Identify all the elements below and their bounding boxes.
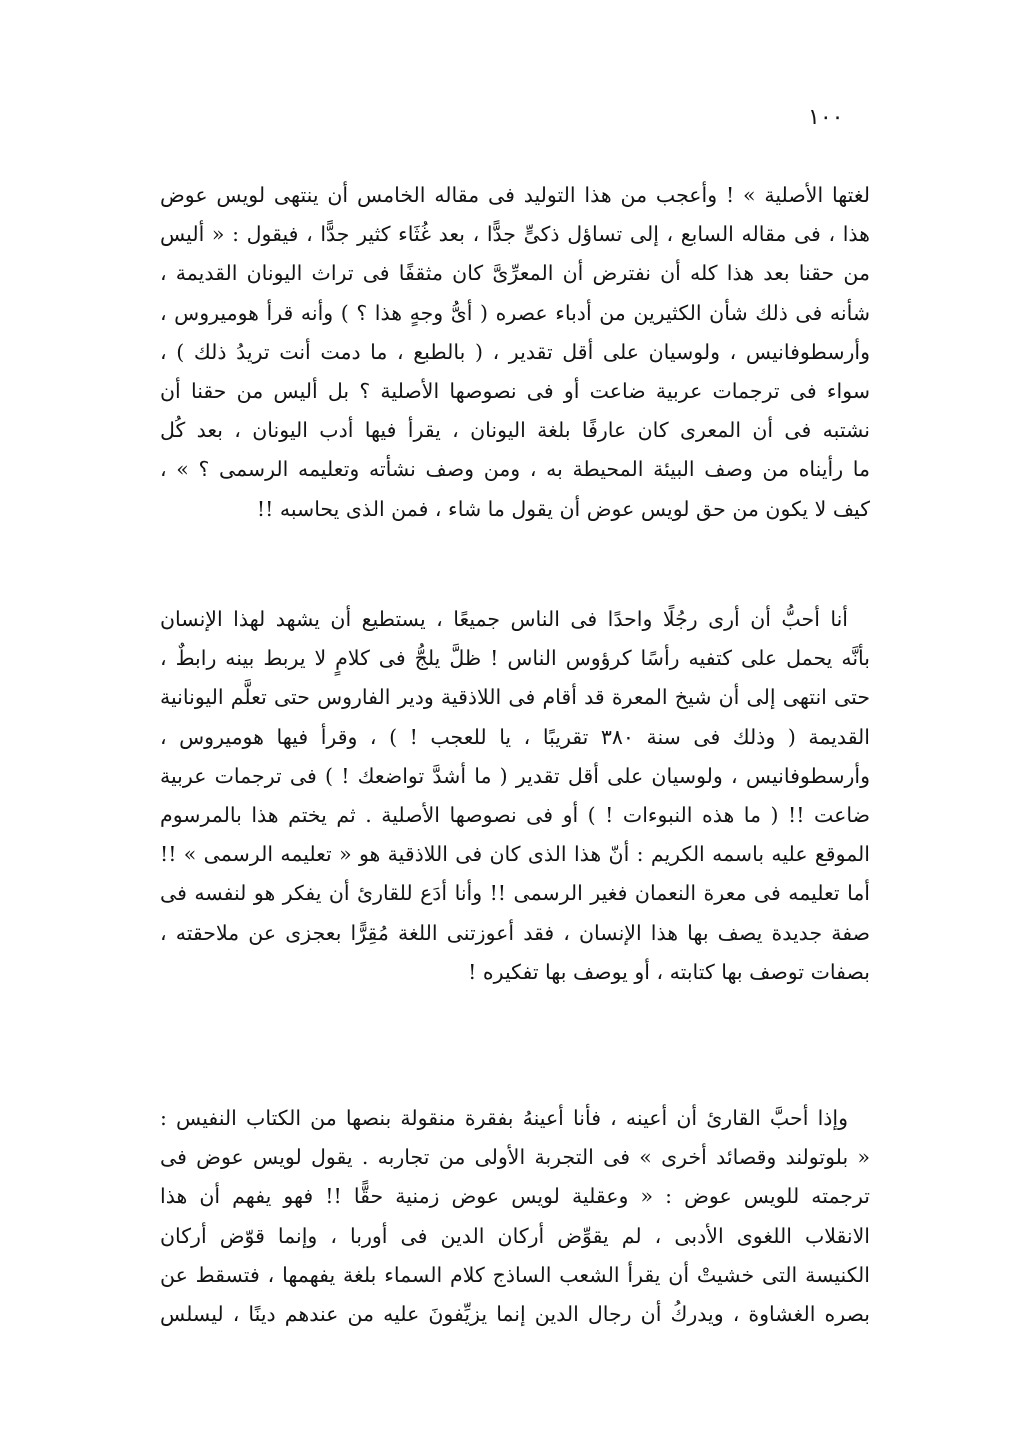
paragraph-line: ما رأيناه من وصف البيئة المحيطة به ، ومن وصف نشأته وتعليمه الرسمى ؟ » ،: [160, 457, 870, 482]
paragraph-line: من حقنا بعد هذا كله أن نفترض أن المعرِّىَّ كان مثقفًا فى تراث اليونان القديمة ،: [160, 261, 870, 286]
paragraph-3: [160, 1099, 870, 1334]
paragraph-line: الكنيسة التى خشيتْ أن يقرأ الشعب الساذج كلام السماء بلغة يفهمها ، فتسقط عن: [160, 1262, 870, 1287]
paragraph-line: شأنه فى ذلك شأن الكثيرين من أدباء عصره ( أىُّ وجهٍ هذا ؟ ) وأنه قرأ هوميروس ،: [160, 300, 870, 325]
paragraph-line: كيف لا يكون من حق لويس عوض أن يقول ما شاء ، فمن الذى يحاسبه !!: [256, 496, 870, 521]
paragraph-1: [160, 176, 870, 529]
paragraph-line: وأرسطوفانيس ، ولوسيان على أقل تقدير ( ما أشدَّ تواضعك ! ) فى ترجمات عربية: [160, 763, 870, 788]
paragraph-line: ترجمته للويس عوض : « وعقلية لويس عوض زمنية حقًّا !! فهو يفهم أن هذا: [160, 1184, 870, 1209]
paragraph-2: [160, 600, 870, 992]
paragraph-line: سواء فى ترجمات عربية ضاعت أو فى نصوصها الأصلية ؟ بل أليس من حقنا أن: [160, 378, 870, 403]
paragraph-line: الانقلاب اللغوى الأدبى ، لم يقوِّض أركان الدين فى أوربا ، وإنما قوّض أركان: [160, 1223, 870, 1248]
paragraph-line: الموقع عليه باسمه الكريم : أنّ هذا الذى كان فى اللاذقية هو « تعليمه الرسمى » !!: [160, 842, 870, 867]
paragraph-line: القديمة ( وذلك فى سنة ٣٨٠ تقريبًا ، يا للعجب ! ) ، وقرأ فيها هوميروس ،: [160, 724, 870, 749]
paragraph-line: نشتبه فى أن المعرى كان عارفًا بلغة اليونان ، يقرأ فيها أدب اليونان ، بعد كُل: [160, 418, 870, 443]
paragraph-line: « بلوتولند وقصائد أخرى » فى التجربة الأولى من تجاربه . يقول لويس عوض فى: [160, 1145, 870, 1170]
paragraph-line: بصفات توصف بها كتابته ، أو يوصف بها تفكيره !: [468, 959, 870, 984]
paragraph-line: بصره الغشاوة ، ويدركُ أن رجال الدين إنما يزيِّفونَ عليه من عندهم دينًا ، ليسلس: [160, 1301, 870, 1326]
paragraph-line: لغتها الأصلية » ! وأعجب من هذا التوليد فى مقاله الخامس أن ينتهى لويس عوض: [160, 183, 870, 207]
paragraph-line: ضاعت !! ( ما هذه النبوءات ! ) أو فى نصوصها الأصلية . ثم يختم هذا بالمرسوم: [160, 802, 870, 827]
paragraph-line: صفة جديدة يصف بها هذا الإنسان ، فقد أعوزتنى اللغة مُقِرًّا بعجزى عن ملاحقته ،: [160, 920, 870, 945]
paragraph-line: وأرسطوفانيس ، ولوسيان على أقل تقدير ، ( بالطبع ، ما دمت أنت تريدُ ذلك ) ،: [160, 339, 870, 364]
paragraph-line: وإذا أحبَّ القارئ أن أعينه ، فأنا أعينهُ بفقرة منقولة بنصها من الكتاب النفيس :: [160, 1106, 848, 1130]
paragraph-line: بأنَّه يحمل على كتفيه رأسًا كرؤوس الناس ! ظلَّ يلجُّ فى كلامٍ لا يربط بينه رابطٌ ،: [160, 646, 870, 671]
paragraph-line: أنا أحبُّ أن أرى رجُلًا واحدًا فى الناس جميعًا ، يستطيع أن يشهد لهذا الإنسان: [160, 607, 848, 631]
paragraph-line: حتى انتهى إلى أن شيخ المعرة قد أقام فى اللاذقية ودير الفاروس حتى تعلَّم اليونانية: [160, 685, 870, 710]
paragraph-line: هذا ، فى مقاله السابع ، إلى تساؤل ذكىٍّ جدًّا ، بعد غُثَاء كثير جدًّا ، فيقول : « أليس: [160, 222, 870, 247]
page-number: ١٠٠: [808, 105, 844, 130]
paragraph-line: أما تعليمه فى معرة النعمان فغير الرسمى !! وأنا أدَع للقارئ أن يفكر هو لنفسه فى: [160, 881, 870, 906]
